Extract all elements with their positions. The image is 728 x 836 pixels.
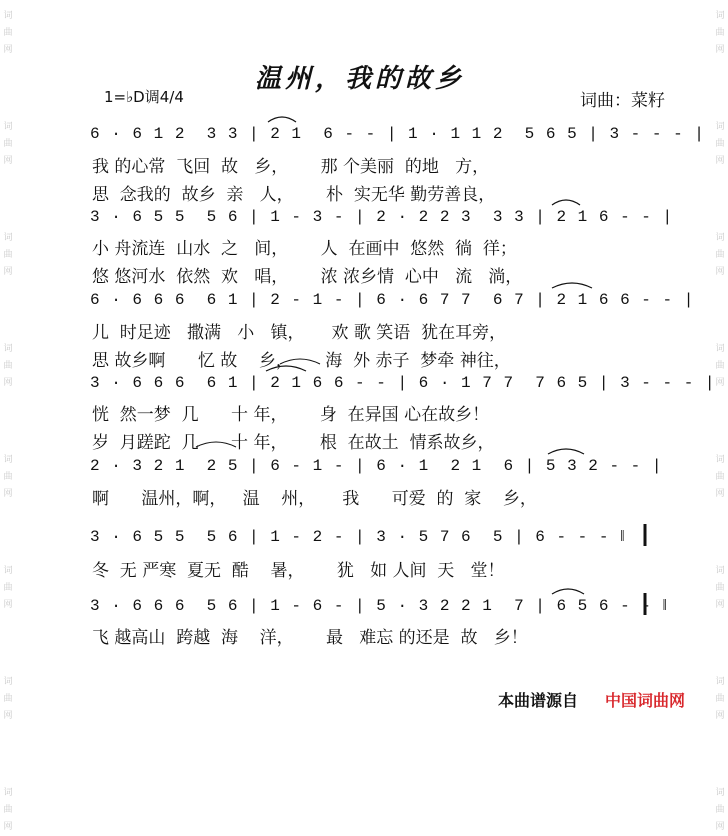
key-signature: 1=♭D调4/4 [104,88,184,106]
notation-line-1: 6 · 6 1 2 3 3 | 2 1 6 - - | 1 · 1 1 2 5 6 5 | 3 - - - | [90,125,705,143]
credits: 词曲：菜籽 [580,91,665,111]
slur-mark [280,359,320,364]
lyric-line-5a: 啊 温州，啊， 温 州， 我 可爱 的 家 乡， [92,489,537,509]
lyric-line-4b: 岁 月蹉跎 几 十 年， 根 在故土 情系故乡， [92,433,495,453]
notation-line-3: 6 · 6 6 6 6 1 | 2 - 1 - | 6 · 6 7 7 6 7 | 2 1 6 6 - - | [90,291,695,309]
notation-line-2: 3 · 6 5 5 5 6 | 1 - 3 - | 2 · 2 2 3 3 3 | 2 1 6 - - | [90,208,674,226]
source-site-link[interactable]: 中国词曲网 [605,691,686,710]
slur-mark [548,449,584,454]
lyric-line-6a: 冬 无 严寒 夏无 酷 暑， 犹 如 人间 天 堂！ [92,561,505,581]
slur-mark [266,366,306,371]
lyric-line-1b: 思 念我的 故乡 亲 人， 朴 实无华 勤劳善良， [92,185,496,205]
slur-mark [268,117,296,122]
lyric-line-4a: 恍 然一梦 几 十 年， 身 在异国 心在故乡！ [92,405,490,425]
slur-mark [552,589,584,594]
slur-mark [196,442,236,447]
watermark-text: 词曲网 [3,677,13,721]
watermark-text: 词曲网 [3,11,13,55]
lyric-line-7a: 飞 越高山 跨越 海 洋， 最 难忘 的还是 故 乡！ [92,628,528,648]
lyric-line-1a: 我 的心常 飞回 故 乡， 那 个美丽 的地 方， [92,157,490,177]
watermark-text: 词曲网 [715,233,725,277]
song-title: 温州，我的故乡 [255,64,466,94]
watermark-text: 词曲网 [715,788,725,832]
slur-mark [552,200,580,205]
watermark-text: 词曲网 [715,677,725,721]
lyric-line-3a: 儿 时足迹 撒满 小 镇， 欢 歌 笑语 犹在耳旁， [92,323,507,343]
lyric-line-3b: 思 故乡啊 忆 故 乡， 海 外 赤子 梦牵 神往， [92,351,511,371]
notation-line-6: 3 · 6 5 5 5 6 | 1 - 2 - | 3 · 5 7 6 5 | 6 - - - ‖ [90,528,626,546]
slur-mark [552,283,592,288]
watermark-text: 词曲网 [3,455,13,499]
watermark-text: 词曲网 [715,455,725,499]
notation-line-4: 3 · 6 6 6 6 1 | 2 1 6 6 - - | 6 · 1 7 7 7 6 5 | 3 - - - | [90,374,716,392]
watermark-text: 词曲网 [715,566,725,610]
watermark-text: 词曲网 [3,566,13,610]
watermark-text: 词曲网 [715,344,725,388]
source-label: 本曲谱源自 [498,691,579,710]
watermark-text: 词曲网 [3,122,13,166]
lyric-line-2a: 小 舟流连 山水 之 间， 人 在画中 悠然 徜 徉； [92,239,517,259]
watermark-text: 词曲网 [715,11,725,55]
watermark-text: 词曲网 [715,122,725,166]
watermark-text: 词曲网 [3,233,13,277]
watermark-text: 词曲网 [3,344,13,388]
notation-line-5: 2 · 3 2 1 2 5 | 6 - 1 - | 6 · 1 2 1 6 | 5 3 2 - - | [90,457,663,475]
watermark-text: 词曲网 [3,788,13,832]
lyric-line-2b: 悠 悠河水 依然 欢 唱， 浓 浓乡情 心中 流 淌， [92,267,523,287]
notation-line-7: 3 · 6 6 6 5 6 | 1 - 6 - | 5 · 3 2 2 1 7 | 6 5 6 - - ‖ [90,597,668,615]
